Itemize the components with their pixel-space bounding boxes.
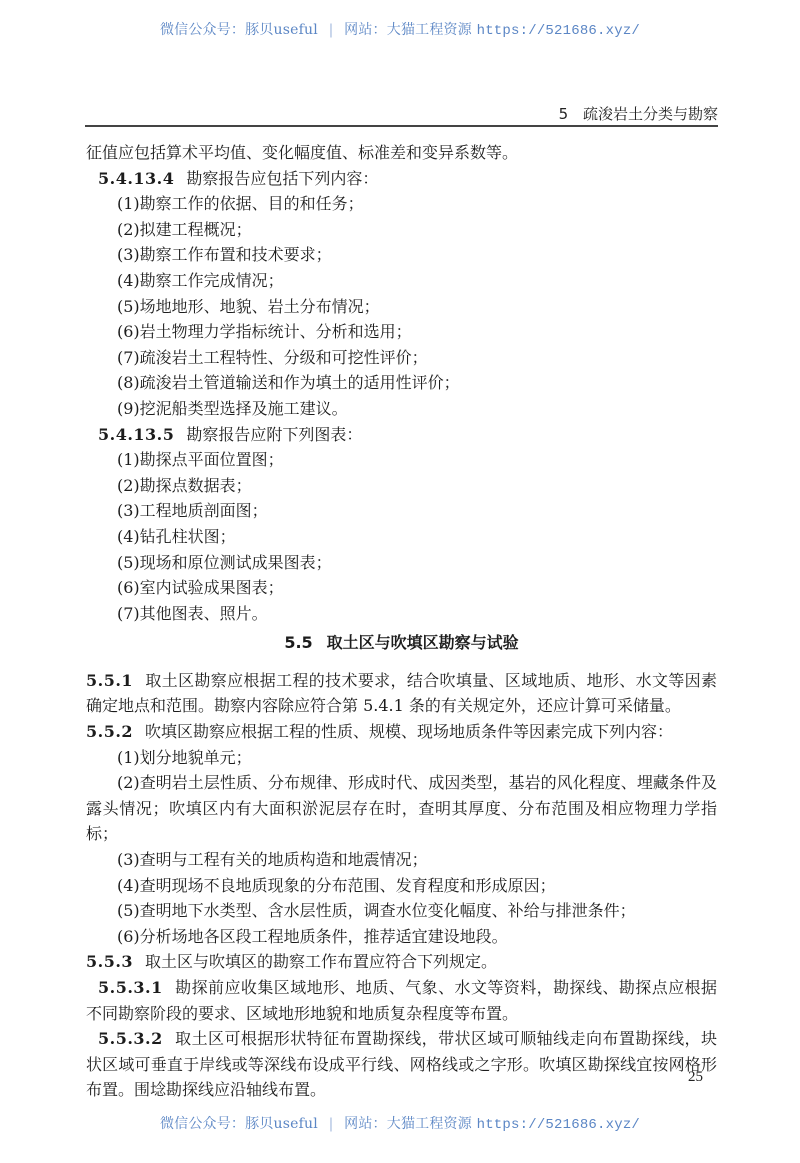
clause-text: 勘察报告应附下列图表：: [186, 424, 363, 444]
list-item: (1)勘察工作的依据、目的和任务；: [117, 194, 364, 214]
clause-text: 取土区与吹填区的勘察工作布置应符合下列规定。: [145, 952, 498, 972]
clause-number: 5.4.13.5: [98, 424, 175, 444]
list-item: (6)岩土物理力学指标统计、分析和选用；: [117, 322, 412, 342]
list-item: (1)勘探点平面位置图；: [117, 450, 284, 470]
watermark-bottom: [0, 1113, 800, 1133]
watermark-url: https://521686.xyz/: [476, 23, 641, 39]
clause-text: 取土区勘察应根据工程的技术要求，结合吹填量、区域地质、地形、水文等因素确定地点和范围。勘察内容除应符合第 5.4.1 条的有关规定外，还应计算可采储量。: [86, 670, 717, 716]
section-heading-5-5: [86, 630, 717, 656]
clause-5-4-13-4: [86, 166, 717, 192]
list-item: (2)勘探点数据表；: [117, 475, 252, 495]
clause-5-5-3: [86, 949, 717, 975]
list-item: (8)疏浚岩土管道输送和作为填土的适用性评价；: [117, 373, 460, 393]
list-item: (2)查明岩土层性质、分布规律、形成时代、成因类型，基岩的风化程度、埋藏条件及露头情况；吹填区内有大面积淤泥层存在时，查明其厚度、分布范围及相应物理力学指标；: [86, 773, 717, 844]
list-item: (6)分析场地各区段工程地质条件，推荐适宜建设地段。: [117, 926, 508, 946]
section-number: 5.5: [284, 633, 313, 653]
header-rule: [85, 125, 718, 127]
watermark-separator: |: [328, 22, 334, 38]
clause-5-5-1: [86, 668, 717, 719]
page-body: [86, 140, 717, 1103]
watermark-url: https://521686.xyz/: [476, 1117, 641, 1133]
watermark-wechat: 微信公众号：豚贝useful: [159, 1116, 318, 1132]
list-item: (3)勘察工作布置和技术要求；: [117, 245, 332, 265]
clause-number: 5.5.3.1: [98, 978, 163, 997]
clause-5-5-3-2: [86, 1026, 717, 1103]
list-item: (6)室内试验成果图表；: [117, 578, 284, 598]
list-item: (4)查明现场不良地质现象的分布范围、发育程度和形成原因；: [117, 875, 556, 895]
list-item: (9)挖泥船类型选择及施工建议。: [117, 398, 348, 418]
chapter-title: 疏浚岩土分类与勘察: [582, 105, 718, 123]
running-head: [85, 103, 718, 124]
section-title: 取土区与吹填区勘察与试验: [326, 633, 519, 653]
continuation-text: 征值应包括算术平均值、变化幅度值、标准差和变异系数等。: [86, 143, 519, 162]
clause-number: 5.5.3.2: [98, 1029, 163, 1049]
clause-number: 5.4.13.4: [98, 168, 175, 188]
clause-5-5-2: [86, 719, 717, 745]
chapter-number: 5: [558, 105, 569, 123]
clause-number: 5.5.3: [86, 952, 134, 972]
clause-number: 5.5.1: [86, 670, 134, 690]
list-item: (7)疏浚岩土工程特性、分级和可挖性评价；: [117, 347, 428, 367]
list-item: (5)场地地形、地貌、岩土分布情况；: [117, 296, 380, 316]
list-item: (4)钻孔柱状图；: [117, 526, 236, 546]
clause-5-4-13-5: [86, 422, 717, 448]
watermark-separator: |: [328, 1116, 334, 1132]
clause-number: 5.5.2: [86, 722, 134, 742]
list-item: (5)查明地下水类型、含水层性质，调查水位变化幅度、补给与排泄条件；: [117, 901, 636, 921]
clause-text: 取土区可根据形状特征布置勘探线，带状区域可顺轴线走向布置勘探线，块状区域可垂直于岸线或等深线布设成平行线、网格线或之字形。吹填区勘探线宜按网格形布置。围埝勘探线应沿轴线布置。: [86, 1029, 717, 1100]
watermark-wechat: 微信公众号：豚贝useful: [159, 22, 318, 38]
list-item: (7)其他图表、照片。: [117, 603, 268, 623]
watermark-top: [0, 19, 800, 39]
watermark-site: 网站：大猫工程资源: [344, 22, 472, 38]
list-item: (3)查明与工程有关的地质构造和地震情况；: [117, 850, 428, 870]
list-item: (2)拟建工程概况；: [117, 219, 252, 239]
list-item: (1)划分地貌单元；: [117, 747, 252, 767]
clause-5-5-3-1: [86, 975, 717, 1026]
list-item: (4)勘察工作完成情况；: [117, 270, 284, 290]
clause-text: 勘察报告应包括下列内容：: [186, 168, 379, 188]
list-item: (5)现场和原位测试成果图表；: [117, 552, 332, 572]
clause-text: 吹填区勘察应根据工程的性质、规模、现场地质条件等因素完成下列内容：: [145, 722, 674, 742]
clause-text: 勘探前应收集区域地形、地质、气象、水文等资料，勘探线、勘探点应根据不同勘察阶段的要求、区域地形地貌和地质复杂程度等布置。: [86, 978, 717, 1023]
list-item: (3)工程地质剖面图；: [117, 501, 268, 521]
watermark-site: 网站：大猫工程资源: [344, 1116, 472, 1132]
page-number: 25: [688, 1069, 703, 1085]
